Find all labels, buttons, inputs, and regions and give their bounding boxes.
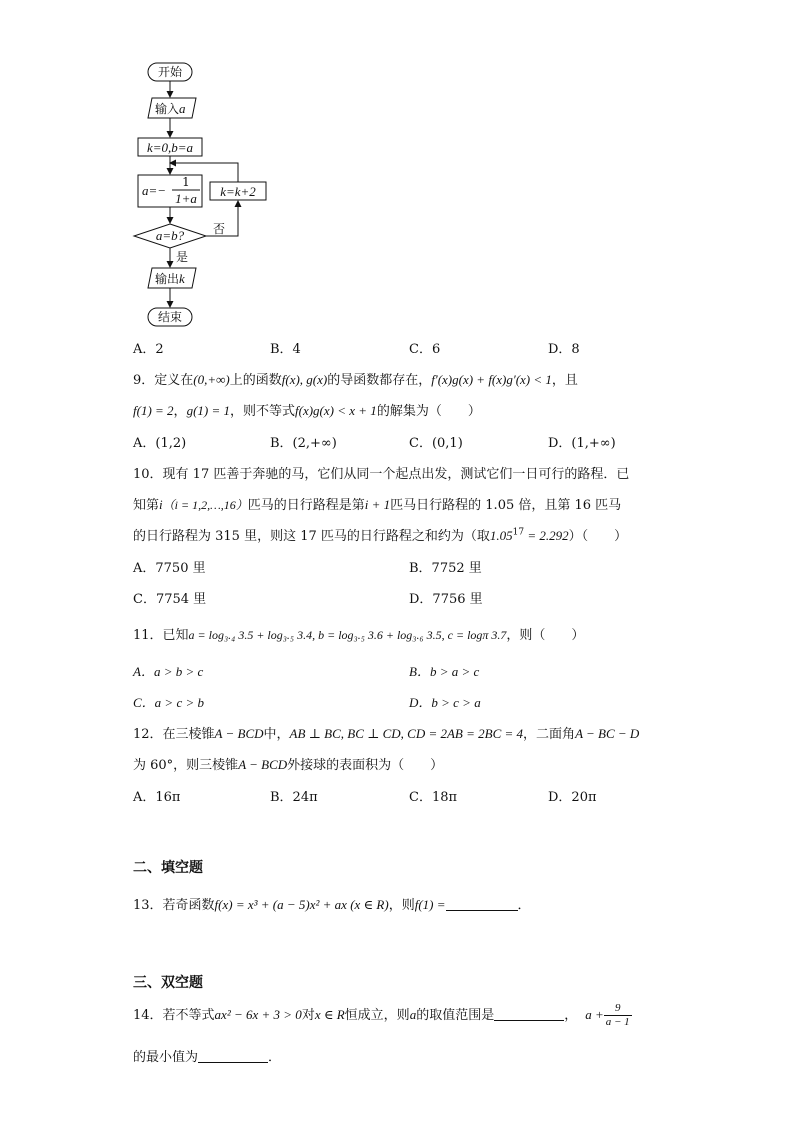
q8-option-c[interactable]: C．6 — [409, 342, 441, 357]
q9-stem-line1: 9．定义在(0,+∞)上的函数f(x), g(x)的导函数都存在，f′(x)g(x) + f(x)g′(x) < 1，且 — [133, 372, 578, 388]
q14-stem-line2: 的最小值为 ． — [133, 1050, 282, 1065]
q10-option-d[interactable]: D．7756 里 — [409, 592, 483, 607]
q9-stem-line2: f(1) = 2，g(1) = 1，则不等式f(x)g(x) < x + 1的解集为（ ） — [133, 403, 481, 419]
q12-option-a[interactable]: A．16π — [133, 790, 181, 805]
q9-option-a[interactable]: A．(1,2) — [133, 436, 187, 451]
flow-start-text: 开始 — [157, 65, 183, 79]
q10-stem-line1: 10．现有 17 匹善于奔驰的马，它们从同一个起点出发，测试它们一日可行的路程．已 — [133, 467, 630, 482]
q14-range-blank[interactable] — [494, 1008, 564, 1021]
q10-option-a[interactable]: A．7750 里 — [133, 561, 206, 576]
q9-option-d[interactable]: D．(1,+∞) — [548, 436, 616, 451]
section-double-blank-heading: 三、双空题 — [133, 975, 203, 991]
q11-stem: 11．已知a = log₃.₄ 3.5 + log₃.₅ 3.4, b = log₃.₅ 3.6 + log₃.₆ 3.5, c = logπ 3.7，则（ ） — [133, 628, 585, 643]
section-fill-in-heading: 二、填空题 — [133, 860, 203, 876]
q11-option-a[interactable]: A．a > b > c — [133, 664, 204, 679]
q10-stem-line3: 的日行路程为 315 里，则这 17 匹马的日行路程之和约为（取$1.05^{17} = 2.292$）（ ） — [133, 527, 628, 544]
flow-assign-den: 1+a — [175, 191, 197, 206]
q14-stem-line1: 14．若不等式ax² − 6x + 3 > 0对x ∈ R恒成立，则a的取值范围是 ， a + $\frac{9}{a - 1}$ — [133, 1002, 630, 1028]
q10-option-c[interactable]: C．7754 里 — [133, 592, 207, 607]
q12-stem-line2: 为 60°，则三棱锥A − BCD外接球的表面积为（ ） — [133, 757, 444, 773]
q8-option-b[interactable]: B．4 — [270, 342, 301, 357]
q13-answer-blank[interactable] — [446, 898, 518, 911]
q14-fraction: $\frac{9}{a - 1}$ — [605, 1002, 630, 1028]
flow-increment-text: k=k+2 — [220, 184, 256, 199]
flow-assign-lhs: a=− — [142, 183, 167, 198]
flow-assign-num: 1 — [182, 175, 190, 189]
flow-condition-text: a=b? — [155, 228, 185, 243]
q8-option-a[interactable]: A．2 — [133, 342, 164, 357]
flow-no-label: 否 — [213, 222, 226, 236]
q9-option-c[interactable]: C．(0,1) — [409, 436, 463, 451]
flow-input-text: 输入a — [155, 101, 186, 116]
q14-min-blank[interactable] — [198, 1050, 268, 1063]
q10-option-b[interactable]: B．7752 里 — [409, 561, 482, 576]
q12-option-d[interactable]: D．20π — [548, 790, 597, 805]
q11-option-c[interactable]: C．a > c > b — [133, 695, 204, 710]
q13-stem: 13．若奇函数f(x) = x³ + (a − 5)x² + ax (x ∈ R)，则f(1) = ． — [133, 897, 531, 913]
q9-option-b[interactable]: B．(2,+∞) — [270, 436, 337, 451]
q12-option-c[interactable]: C．18π — [409, 790, 458, 805]
q12-stem-line1: 12．在三棱锥A − BCD中，AB ⊥ BC, BC ⊥ CD, CD = 2AB = 2BC = 4，二面角A − BC − D — [133, 726, 640, 742]
q11-option-b[interactable]: B．b > a > c — [409, 664, 480, 679]
q12-option-b[interactable]: B．24π — [270, 790, 318, 805]
flow-end-text: 结束 — [157, 310, 183, 324]
q8-option-d[interactable]: D．8 — [548, 342, 580, 357]
flow-init-text: k=0,b=a — [146, 140, 194, 155]
flow-yes-label: 是 — [176, 250, 189, 264]
flowchart-diagram — [120, 55, 290, 335]
q11-option-d[interactable]: D．b > c > a — [409, 695, 481, 710]
q10-stem-line2: 知第i（i = 1,2,…,16）匹马的日行路程是第i + 1匹马日行路程的 1.05 倍，且第 16 匹马 — [133, 497, 622, 513]
flow-output-text: 输出k — [155, 271, 185, 286]
